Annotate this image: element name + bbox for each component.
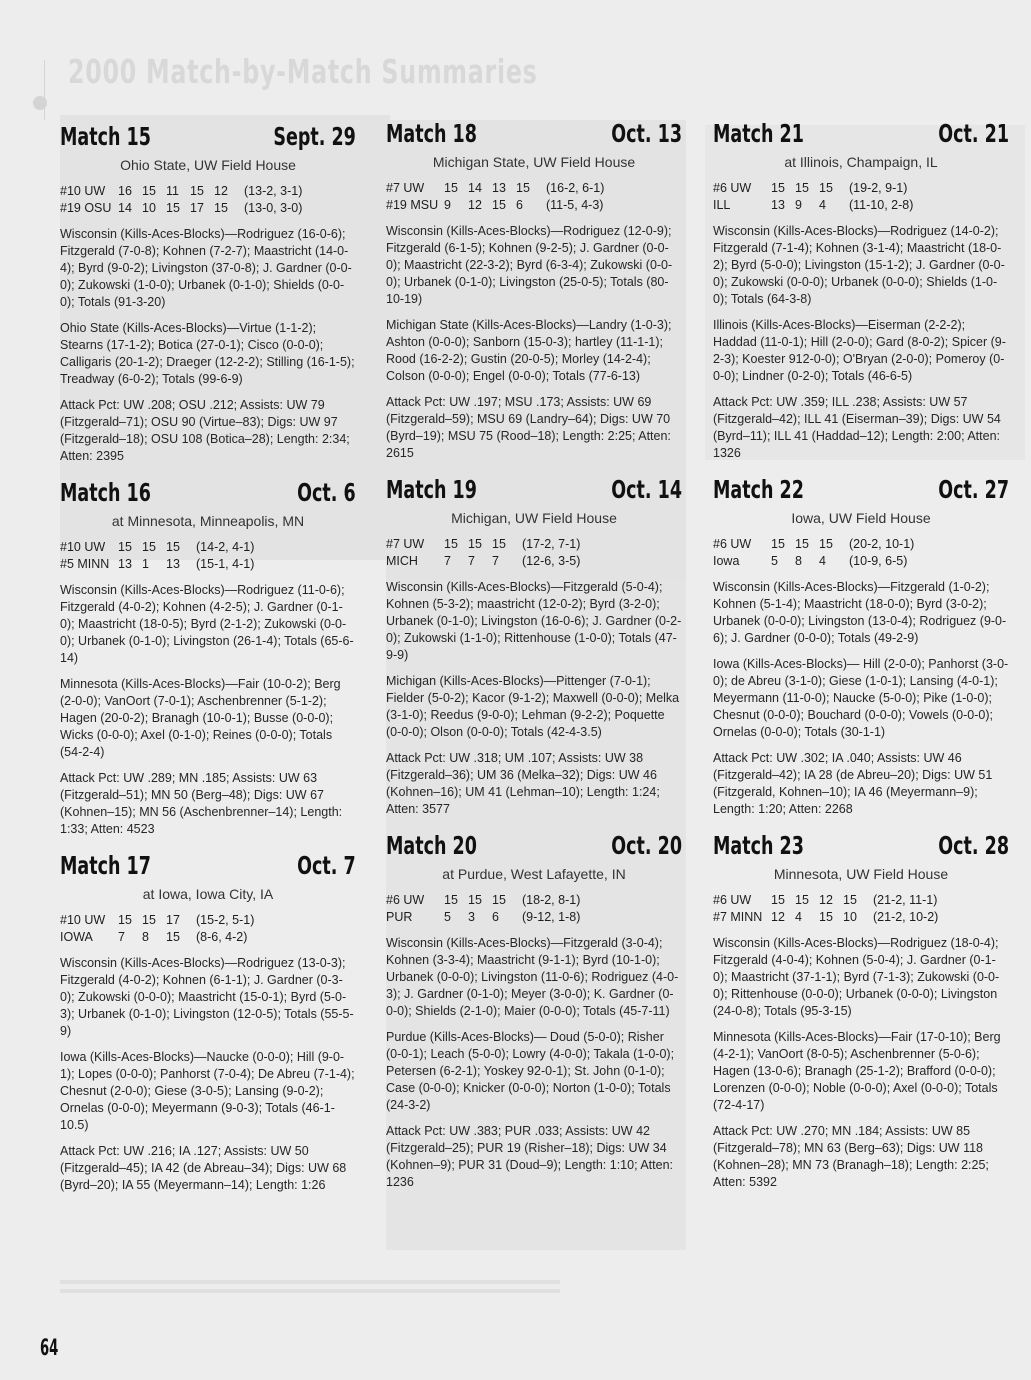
- game-score: 11: [166, 183, 179, 198]
- game-score: 13: [492, 180, 506, 195]
- team-name: #6 UW: [713, 180, 752, 195]
- team-box-paragraph: Wisconsin (Kills-Aces-Blocks)—Rodriguez (14-0-2); Fitzgerald (7-1-4); Kohnen (3-1-4); Maastricht (18-0-2); Byrd (5-0-0); Livingston (15-1-2); J. Gardner (0-0-0); Zukowski (0-0-0); Urbanek (0-0-0); Shields (1-0-0); Totals (64-3-8): [713, 224, 1005, 306]
- team-box-paragraph: Wisconsin (Kills-Aces-Blocks)—Rodriguez (16-0-6); Fitzgerald (7-0-8); Kohnen (7-2-7); Maastricht (14-0-4); Byrd (9-0-2); Livingston (37-0-8); J. Gardner (0-0-0); Zukowski (1-0-0); Urbanek (0-1-0); Shields (0-0-0); Totals (91-3-20): [60, 227, 352, 309]
- game-score: 15: [492, 892, 506, 907]
- score-row: [386, 552, 580, 569]
- match-site: Minnesota, UW Field House: [773, 866, 949, 882]
- game-score: 12: [214, 183, 228, 198]
- match-summary: [60, 479, 356, 838]
- match-header: [713, 120, 1009, 148]
- game-score: 9: [444, 197, 451, 212]
- team-box-paragraph: Wisconsin (Kills-Aces-Blocks)—Rodriguez (12-0-9); Fitzgerald (6-1-5); Kohnen (9-2-5); J. Gardner (0-0-0); Maastricht (22-3-2); Byrd (6-3-4); Zukowski (0-0-0); Urbanek (0-1-0); Livingston (25-0-5); Totals (80-10-19): [386, 224, 673, 306]
- match-site: at Minnesota, Minneapolis, MN: [111, 513, 305, 529]
- team-record: (12-6, 3-5): [522, 553, 581, 568]
- game-score: 15: [771, 892, 785, 907]
- team-name: #19 MSU: [386, 197, 439, 212]
- match-summary: [60, 852, 356, 1194]
- team-box-paragraph: Illinois (Kills-Aces-Blocks)—Eiserman (2-2-2); Haddad (11-0-1); Hill (2-0-0); Gard (8-0-2); Spicer (9-2-3); Koester 912-0-0); O'Bryan (2-0-0); Pomeroy (0-0-0); Lindner (0-2-0); Totals (46-6-5): [713, 318, 1006, 383]
- team-record: (18-2, 8-1): [522, 892, 581, 907]
- score-row: [60, 911, 254, 928]
- match-stats-paragraph: Attack Pct: UW .216; IA .127; Assists: UW 50 (Fitzgerald–45); IA 42 (de Abreau–34); Digs: UW 68 (Byrd–20); IA 55 (Meyermann–14); Length: 1:26: [60, 1144, 347, 1192]
- bleed-through-dot: [33, 96, 47, 110]
- game-score: 3: [468, 909, 475, 924]
- game-score: 14: [118, 200, 132, 215]
- match-number: Match 19: [386, 475, 477, 504]
- match-stats-paragraph: Attack Pct: UW .208; OSU .212; Assists: UW 79 (Fitzgerald–71); OSU 90 (Virtue–83); Digs: UW 97 (Fitzgerald–18); OSU 108 (Botica–28); Length: 2:34; Atten: 2395: [60, 398, 350, 463]
- match-number: Match 16: [60, 478, 151, 507]
- game-score: 15: [214, 200, 228, 215]
- team-name: #6 UW: [713, 536, 752, 551]
- team-name: #10 UW: [60, 183, 106, 198]
- team-box-paragraph: Wisconsin (Kills-Aces-Blocks)—Rodriguez (11-0-6); Fitzgerald (4-0-2); Kohnen (4-2-5); J. Gardner (0-1-0); Maastricht (18-0-5); Byrd (2-1-2); Zukowski (0-0-0); Urbanek (0-1-0); Livingston (26-1-4); Totals (65-6-14): [60, 583, 354, 665]
- game-score: 15: [142, 183, 156, 198]
- team-record: (19-2, 9-1): [849, 180, 908, 195]
- team-name: #10 UW: [60, 539, 106, 554]
- score-row: [60, 538, 254, 555]
- team-record: (15-1, 4-1): [196, 556, 255, 571]
- team-box-paragraph: Michigan State (Kills-Aces-Blocks)—Landry (1-0-3); Ashton (0-0-0); Sanborn (15-0-3); hartley (11-1-1); Rood (16-2-2); Gustin (20-0-5); Morley (14-2-4); Colson (0-0-0); Engel (0-0-0); Totals (77-6-13): [386, 318, 672, 383]
- score-row: [713, 552, 914, 569]
- team-name: #6 UW: [713, 892, 752, 907]
- match-date: Oct. 7: [297, 851, 356, 880]
- team-box-paragraph: Iowa (Kills-Aces-Blocks)— Hill (2-0-0); Panhorst (3-0-0); de Abreu (3-1-0); Giese (1-0-1); Lansing (4-0-1); Meyermann (11-0-0); Naucke (5-0-0); Pike (1-0-0); Chesnut (0-0-0); Bouchard (0-0-0); Vowels (0-0-0); Ornelas (0-0-0); Totals (30-1-1): [713, 657, 1009, 739]
- score-table: [386, 179, 604, 213]
- game-score: 6: [516, 197, 523, 212]
- game-score: 17: [190, 200, 204, 215]
- team-record: (15-2, 5-1): [196, 912, 255, 927]
- match-date: Oct. 21: [938, 119, 1009, 148]
- score-row: [386, 908, 580, 925]
- score-row: [713, 908, 938, 925]
- team-record: (11-5, 4-3): [546, 197, 604, 212]
- match-header: [386, 476, 682, 504]
- game-score: 15: [819, 909, 833, 924]
- match-stats-paragraph: Attack Pct: UW .270; MN .184; Assists: UW 85 (Fitzgerald–78); MN 63 (Berg–63); Digs: UW 118 (Kohnen–28); MN 73 (Branagh–18); Length: 2:25; Atten: 5392: [713, 1124, 989, 1189]
- team-box-paragraph: Ohio State (Kills-Aces-Blocks)—Virtue (1-1-2); Stearns (17-1-2); Botica (27-0-1); Cisco (0-0-0); Calligaris (20-1-2); Draeger (12-2-2); Stilling (16-1-5); Treadway (6-0-2); Totals (99-6-9): [60, 321, 355, 386]
- team-box-paragraph: Michigan (Kills-Aces-Blocks)—Pittenger (7-0-1); Fielder (5-0-2); Kacor (9-1-2); Maxwell (0-0-0); Melka (3-1-0); Reedus (9-0-0); Lehman (9-2-2); Poquette (0-0-0); Olson (0-0-0); Totals (42-4-3.5): [386, 674, 680, 739]
- match-stats-paragraph: Attack Pct: UW .359; ILL .238; Assists: UW 57 (Fitzgerald–42); ILL 41 (Eiserman–39); Digs: UW 54 (Byrd–11); ILL 41 (Haddad–12); Length: 2:00; Atten: 1326: [713, 395, 1001, 460]
- score-table: [386, 891, 580, 925]
- match-date: Oct. 20: [611, 831, 682, 860]
- score-table: [713, 179, 913, 213]
- column-1: [60, 123, 356, 1208]
- game-score: 4: [795, 909, 802, 924]
- game-score: 12: [819, 892, 833, 907]
- match-summary: [713, 476, 1009, 818]
- game-score: 15: [468, 536, 482, 551]
- game-score: 14: [468, 180, 482, 195]
- match-site: Ohio State, UW Field House: [120, 157, 296, 173]
- team-record: (16-2, 6-1): [546, 180, 605, 195]
- match-site: at Purdue, West Lafayette, IN: [442, 866, 626, 882]
- team-box-paragraph: Minnesota (Kills-Aces-Blocks)—Fair (17-0-10); Berg (4-2-1); VanOort (8-0-5); Aschenbrenner (5-0-6); Hagen (13-0-6); Branagh (25-1-2); Brafford (0-0-0); Lorenzen (0-0-0); Noble (0-0-0); Axel (0-0-0); Totals (72-4-17): [713, 1030, 1001, 1112]
- team-name: Iowa: [713, 553, 740, 568]
- score-table: [60, 911, 254, 945]
- game-score: 15: [819, 180, 833, 195]
- score-row: [60, 199, 302, 216]
- game-score: 13: [166, 556, 180, 571]
- game-score: 15: [166, 539, 180, 554]
- team-box-paragraph: Wisconsin (Kills-Aces-Blocks)—Rodriguez (18-0-4); Fitzgerald (4-0-4); Kohnen (5-0-4); J. Gardner (0-1-0); Maastricht (37-1-1); Byrd (7-1-3); Zukowski (0-0-0); Rittenhouse (0-0-0); Urbanek (0-0-0); Livingston (24-0-8); Totals (95-3-15): [713, 936, 1000, 1018]
- score-row: [60, 928, 254, 945]
- match-number: Match 20: [386, 831, 477, 860]
- game-score: 7: [118, 929, 125, 944]
- team-box-paragraph: Purdue (Kills-Aces-Blocks)— Doud (5-0-0); Risher (0-0-1); Leach (5-0-0); Lowry (4-0-0); Takala (1-0-0); Petersen (6-2-1); Yoskey 92-0-1); St. John (0-1-0); Case (0-0-0); Knicker (0-0-0); Norton (1-0-0); Totals (24-3-2): [386, 1030, 675, 1112]
- game-score: 15: [468, 892, 482, 907]
- team-name: PUR: [386, 909, 413, 924]
- game-score: 15: [142, 539, 156, 554]
- match-date: Oct. 14: [611, 475, 682, 504]
- match-stats-paragraph: Attack Pct: UW .197; MSU .173; Assists: UW 69 (Fitzgerald–59); MSU 69 (Landry–64); Digs: UW 70 (Byrd–19); MSU 75 (Rood–18); Length: 2:25; Atten: 2615: [386, 395, 671, 460]
- match-header: [386, 832, 682, 860]
- game-score: 12: [468, 197, 482, 212]
- match-number: Match 15: [60, 122, 151, 151]
- team-record: (13-2, 3-1): [244, 183, 303, 198]
- team-record: (17-2, 7-1): [522, 536, 581, 551]
- score-row: [713, 891, 938, 908]
- team-name: #19 OSU: [60, 200, 112, 215]
- game-score: 8: [795, 553, 802, 568]
- game-score: 5: [444, 909, 451, 924]
- team-name: #6 UW: [386, 892, 425, 907]
- game-score: 15: [190, 183, 204, 198]
- match-number: Match 17: [60, 851, 151, 880]
- game-score: 15: [142, 912, 156, 927]
- game-score: 15: [795, 892, 809, 907]
- game-score: 15: [771, 536, 785, 551]
- team-box-paragraph: Wisconsin (Kills-Aces-Blocks)—Fitzgerald (1-0-2); Kohnen (5-1-4); Maastricht (18-0-0); Byrd (3-0-2); Urbanek (0-0-0); Livingston (13-0-4); Rodriguez (9-0-6); J. Gardner (0-0-0); Totals (49-2-9): [713, 580, 1007, 645]
- score-table: [713, 891, 938, 925]
- team-name: #10 UW: [60, 912, 106, 927]
- match-summary: [60, 123, 356, 465]
- column-2: [386, 120, 682, 1205]
- game-score: 7: [492, 553, 499, 568]
- team-record: (14-2, 4-1): [196, 539, 255, 554]
- team-box-paragraph: Iowa (Kills-Aces-Blocks)—Naucke (0-0-0); Hill (9-0-1); Lopes (0-0-0); Panhorst (7-0-4); De Abreu (7-1-4); Chesnut (2-0-0); Giese (3-0-5); Lansing (9-0-2); Ornelas (0-0-0); Meyermann (9-0-3); Totals (46-1-10.5): [60, 1050, 355, 1132]
- page-number: 64: [40, 1336, 59, 1361]
- team-name: ILL: [713, 197, 731, 212]
- bleed-through-rule: [44, 60, 45, 120]
- team-box-paragraph: Wisconsin (Kills-Aces-Blocks)—Fitzgerald (3-0-4); Kohnen (3-3-4); Maastricht (9-1-1); Byrd (10-1-0); Urbanek (0-0-0); Livingston (11-0-6); Rodriguez (4-0-3); J. Gardner (0-1-0); Meyer (3-0-0); K. Gardner (0-0-0); Shields (2-1-0); Maier (0-0-0); Totals (45-7-11): [386, 936, 679, 1018]
- match-date: Sept. 29: [273, 122, 356, 151]
- match-site: at Iowa, Iowa City, IA: [142, 886, 274, 902]
- game-score: 1: [142, 556, 149, 571]
- score-table: [60, 182, 302, 216]
- team-name: #5 MINN: [60, 556, 110, 571]
- team-record: (8-6, 4-2): [196, 929, 248, 944]
- score-row: [386, 179, 604, 196]
- match-number: Match 18: [386, 119, 477, 148]
- score-row: [386, 196, 604, 213]
- game-score: 13: [118, 556, 132, 571]
- game-score: 15: [795, 180, 809, 195]
- team-name: MICH: [386, 553, 418, 568]
- team-record: (21-2, 11-1): [873, 892, 938, 907]
- game-score: 13: [771, 197, 785, 212]
- score-row: [713, 179, 913, 196]
- score-table: [60, 538, 254, 572]
- match-number: Match 21: [713, 119, 804, 148]
- game-score: 4: [819, 553, 826, 568]
- team-box-paragraph: Minnesota (Kills-Aces-Blocks)—Fair (10-0-2); Berg (2-0-0); VanOort (7-0-1); Aschenbrenner (5-1-2); Hagen (20-0-2); Branagh (10-0-1); Busse (0-0-0); Wicks (0-0-0); Axel (0-1-0); Reines (0-0-0); Totals (54-2-4): [60, 677, 341, 759]
- bleed-through-title: 2000 Match-by-Match Summaries: [68, 52, 538, 91]
- match-stats-paragraph: Attack Pct: UW .318; UM .107; Assists: UW 38 (Fitzgerald–36); UM 36 (Melka–32); Digs: UW 46 (Kohnen–16); UM 41 (Lehman–10); Length: 1:24; Atten: 3577: [386, 751, 660, 816]
- match-header: [713, 832, 1009, 860]
- team-name: #7 UW: [386, 536, 425, 551]
- game-score: 4: [819, 197, 826, 212]
- match-site: Iowa, UW Field House: [791, 510, 931, 526]
- match-summary: [386, 120, 682, 462]
- match-header: [60, 852, 356, 880]
- score-row: [386, 535, 580, 552]
- match-summary: [713, 832, 1009, 1191]
- bleed-through-lines: [60, 1275, 560, 1305]
- team-box-paragraph: Wisconsin (Kills-Aces-Blocks)—Fitzgerald (5-0-4); Kohnen (5-3-2); maastricht (12-0-2); Byrd (3-2-0); Urbanek (0-1-0); Livingston (16-0-6); J. Gardner (0-2-0); Zukowski (1-1-0); Rittenhouse (1-0-0); Totals (47-9-9): [386, 580, 682, 662]
- match-date: Oct. 6: [297, 478, 356, 507]
- team-name: #7 MINN: [713, 909, 763, 924]
- game-score: 7: [444, 553, 451, 568]
- match-date: Oct. 28: [938, 831, 1009, 860]
- match-site: at Illinois, Champaign, IL: [784, 154, 938, 170]
- score-row: [60, 182, 302, 199]
- match-summary: [386, 832, 682, 1191]
- score-row: [60, 555, 254, 572]
- match-header: [386, 120, 682, 148]
- game-score: 15: [444, 536, 458, 551]
- match-stats-paragraph: Attack Pct: UW .302; IA .040; Assists: UW 46 (Fitzgerald–42); IA 28 (de Abreu–20); Digs: UW 51 (Fitzgerald, Kohnen–10); IA 46 (Meyermann–9); Length: 1:20; Atten: 2268: [713, 751, 993, 816]
- game-score: 15: [771, 180, 785, 195]
- game-score: 15: [118, 539, 132, 554]
- team-record: (10-9, 6-5): [849, 553, 908, 568]
- match-stats-paragraph: Attack Pct: UW .383; PUR .033; Assists: UW 42 (Fitzgerald–25); PUR 19 (Risher–18); Digs: UW 34 (Kohnen–9); PUR 31 (Doud–9); Length: 1:10; Atten: 1236: [386, 1124, 673, 1189]
- game-score: 15: [516, 180, 530, 195]
- column-3: [713, 120, 1009, 1205]
- game-score: 15: [492, 536, 506, 551]
- game-score: 15: [118, 912, 132, 927]
- game-score: 6: [492, 909, 499, 924]
- game-score: 9: [795, 197, 802, 212]
- match-stats-paragraph: Attack Pct: UW .289; MN .185; Assists: UW 63 (Fitzgerald–51); MN 50 (Berg–48); Digs: UW 67 (Kohnen–15); MN 56 (Aschenbrenner–14); Length: 1:33; Atten: 4523: [60, 771, 343, 836]
- score-row: [386, 891, 580, 908]
- game-score: 15: [819, 536, 833, 551]
- score-row: [713, 535, 914, 552]
- team-record: (20-2, 10-1): [849, 536, 915, 551]
- team-name: IOWA: [60, 929, 93, 944]
- game-score: 17: [166, 912, 180, 927]
- match-date: Oct. 27: [938, 475, 1009, 504]
- match-summary: [713, 120, 1009, 462]
- team-record: (11-10, 2-8): [849, 197, 914, 212]
- match-site: Michigan, UW Field House: [451, 510, 617, 526]
- team-record: (21-2, 10-2): [873, 909, 939, 924]
- match-summary: [386, 476, 682, 818]
- game-score: 12: [771, 909, 785, 924]
- game-score: 10: [142, 200, 156, 215]
- team-name: #7 UW: [386, 180, 425, 195]
- team-record: (9-12, 1-8): [522, 909, 581, 924]
- game-score: 10: [843, 909, 857, 924]
- score-table: [713, 535, 914, 569]
- match-number: Match 23: [713, 831, 804, 860]
- score-table: [386, 535, 580, 569]
- game-score: 15: [492, 197, 506, 212]
- match-header: [60, 123, 356, 151]
- game-score: 15: [166, 929, 180, 944]
- score-row: [713, 196, 913, 213]
- match-date: Oct. 13: [611, 119, 682, 148]
- team-box-paragraph: Wisconsin (Kills-Aces-Blocks)—Rodriguez (13-0-3); Fitzgerald (4-0-2); Kohnen (6-1-1); J. Gardner (0-3-0); Zukowski (0-0-0); Maastricht (15-0-1); Byrd (5-0-3); Urbanek (0-1-0); Livingston (12-0-5); Totals (55-5-9): [60, 956, 354, 1038]
- game-score: 15: [444, 180, 458, 195]
- game-score: 15: [843, 892, 857, 907]
- game-score: 15: [444, 892, 458, 907]
- game-score: 16: [118, 183, 132, 198]
- team-record: (13-0, 3-0): [244, 200, 303, 215]
- game-score: 15: [166, 200, 180, 215]
- match-header: [60, 479, 356, 507]
- match-header: [713, 476, 1009, 504]
- game-score: 7: [468, 553, 475, 568]
- match-site: Michigan State, UW Field House: [432, 154, 636, 170]
- game-score: 5: [771, 553, 778, 568]
- match-number: Match 22: [713, 475, 804, 504]
- game-score: 15: [795, 536, 809, 551]
- game-score: 8: [142, 929, 149, 944]
